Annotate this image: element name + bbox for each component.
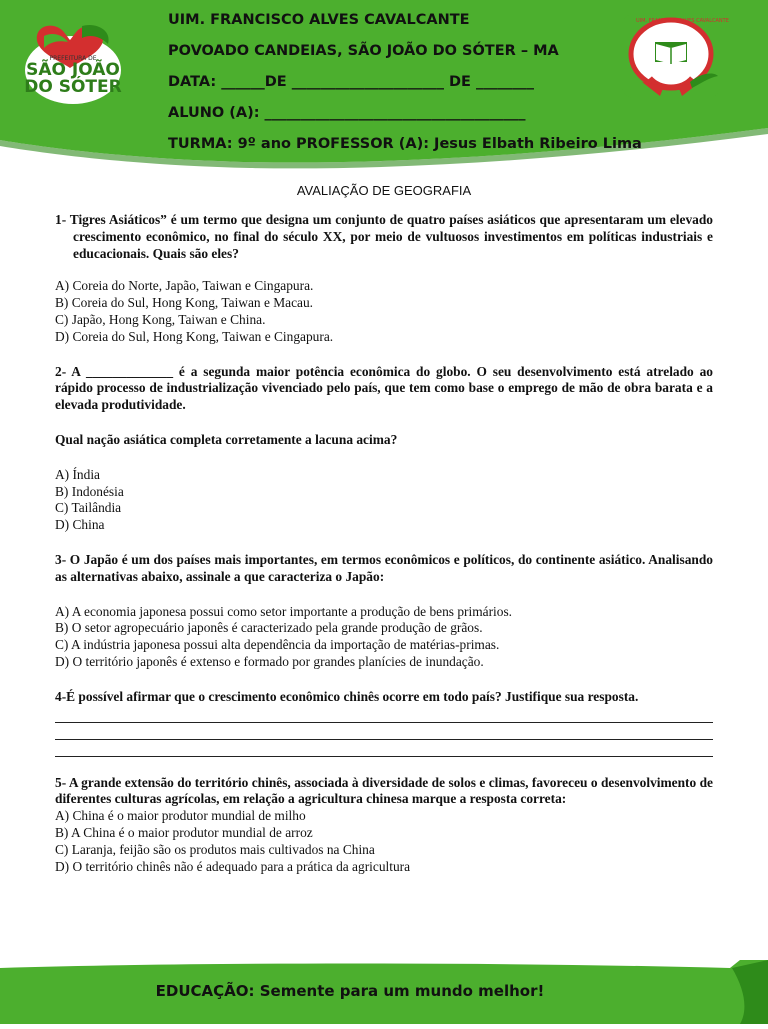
logo-left-city-line2: DO SÓTER xyxy=(24,77,122,97)
page-header xyxy=(0,0,768,172)
q3-option-d: D) O território japonês é extenso e formado por grandes planícies de inundação. xyxy=(55,653,484,669)
logo-left-caption-top: PREFEITURA DE xyxy=(49,55,97,62)
question-3-options xyxy=(55,604,713,671)
q2-option-d: D) China xyxy=(55,517,105,533)
footer-slogan: EDUCAÇÃO: Semente para um mundo melhor! xyxy=(155,982,545,1000)
q2-option-c: C) Tailândia xyxy=(55,500,122,516)
date-field: DATA: ______DE _____________________ DE ________ xyxy=(168,74,535,90)
student-field: ALUNO (A): ____________________________________ xyxy=(168,105,526,121)
q5-option-d: D) O território chinês não é adequado para a prática da agricultura xyxy=(55,858,411,874)
question-3-text: 3- O Japão é um dos países mais importantes, em termos econômicos e políticos, do continente asiático. Analisando as alternativas abaixo, assinale a que caracteriza o Japão: xyxy=(55,551,713,584)
answer-line-3[interactable] xyxy=(55,740,713,757)
q5-option-c: C) Laranja, feijão são os produtos mais cultivados na China xyxy=(55,841,375,857)
q2-option-a: A) Índia xyxy=(55,466,100,482)
q2-option-b: B) Indonésia xyxy=(55,483,124,499)
document-title: AVALIAÇÃO DE GEOGRAFIA xyxy=(296,183,472,198)
school-location: POVOADO CANDEIAS, SÃO JOÃO DO SÓTER – MA xyxy=(168,43,559,59)
header-info xyxy=(168,8,728,163)
q3-option-a: A) A economia japonesa possui como setor importante a produção de bens primários. xyxy=(55,603,513,619)
school-emblem-text: UIM. FRANCISCO ALVES CAVALCANTE xyxy=(636,18,729,24)
question-4-text: 4-É possível afirmar que o crescimento econômico chinês ocorre em todo país? Justifique sua resposta. xyxy=(55,688,639,704)
question-1-options xyxy=(55,278,713,345)
q1-option-d: D) Coreia do Sul, Hong Kong, Taiwan e Cingapura. xyxy=(55,328,334,344)
answer-line-2[interactable] xyxy=(55,723,713,740)
exam-content xyxy=(55,212,713,875)
school-name: UIM. FRANCISCO ALVES CAVALCANTE xyxy=(168,12,470,28)
q5-option-b: B) A China é o maior produtor mundial de arroz xyxy=(55,824,313,840)
question-5-options xyxy=(55,808,713,875)
answer-line-1[interactable] xyxy=(55,706,713,723)
question-2-prompt: Qual nação asiática completa corretamente a lacuna acima? xyxy=(55,431,398,447)
q3-option-c: C) A indústria japonesa possui alta dependência da importação de matérias-primas. xyxy=(55,637,500,653)
q1-option-c: C) Japão, Hong Kong, Taiwan e China. xyxy=(55,311,266,327)
class-teacher-line: TURMA: 9º ano PROFESSOR (A): Jesus Elbath Ribeiro Lima xyxy=(168,136,642,152)
q1-option-a: A) Coreia do Norte, Japão, Taiwan e Cingapura. xyxy=(55,278,314,294)
logo-left-city-line1: SÃO JOÃO xyxy=(26,60,120,80)
question-2-text: 2- A _____________ é a segunda maior potência econômica do globo. O seu desenvolvimento está atrelado ao rápido processo de industrialização vivenciado pelo país, que tem como base o emprego de mão de obra barata e a elevada produtividade. xyxy=(55,363,713,413)
question-5-text: 5- A grande extensão do território chinês, associada à diversidade de solos e climas, favoreceu o desenvolvimento de diferentes culturas agrícolas, em relação a agricultura chinesa marque a resposta correta: xyxy=(55,774,713,807)
question-2-options xyxy=(55,467,713,534)
q1-option-b: B) Coreia do Sul, Hong Kong, Taiwan e Macau. xyxy=(55,295,314,311)
q5-option-a: A) China é o maior produtor mundial de milho xyxy=(55,808,306,824)
q3-option-b: B) O setor agropecuário japonês é caracterizado pela grande produção de grãos. xyxy=(55,620,483,636)
question-1-text: 1- Tigres Asiáticos” é um termo que designa um conjunto de quatro países asiáticos que apresentaram um elevado crescimento econômico, no final do século XX, por meio de vultuosos investimentos em políticas industriais e educacionais. Quais são eles? xyxy=(55,212,713,261)
